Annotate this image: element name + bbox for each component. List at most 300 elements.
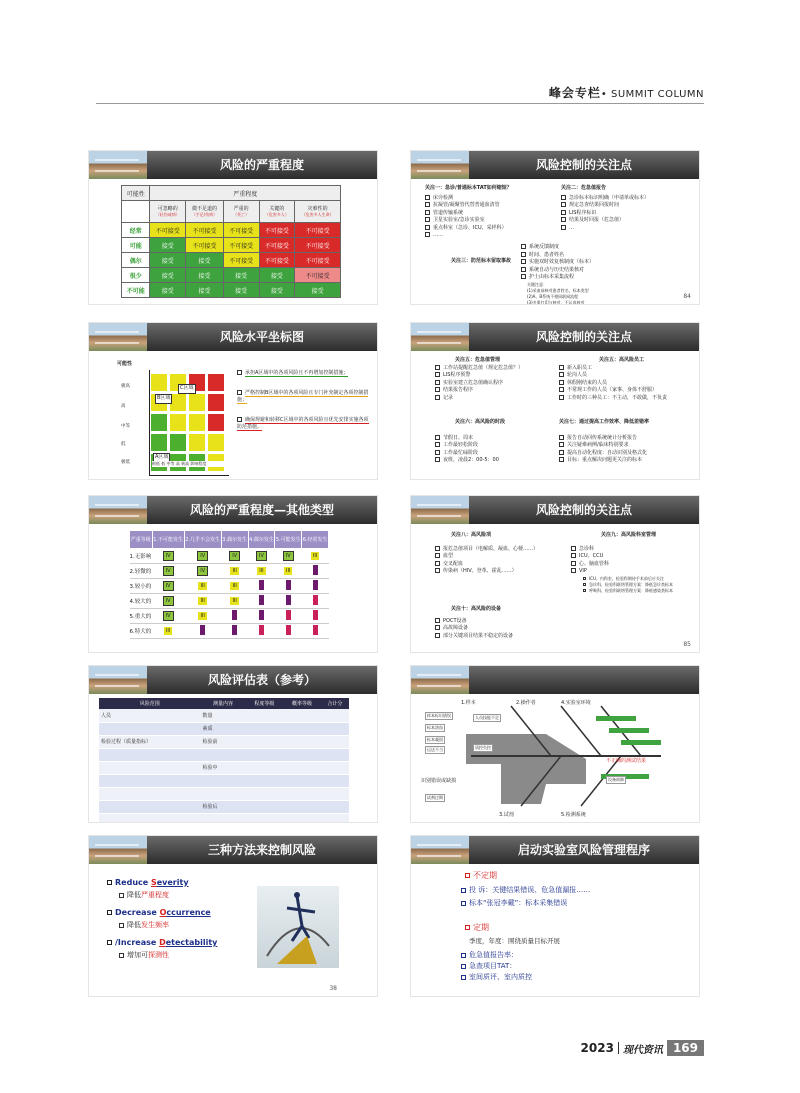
slide-title-bar	[89, 151, 377, 179]
coordinate-note	[237, 417, 372, 432]
level-iv: IV	[283, 551, 294, 561]
slide-title-bar	[411, 836, 699, 864]
fishbone-label: 1.样本	[461, 700, 476, 706]
assessment-cell	[283, 748, 321, 761]
severity-col-header: 微不足道的 （手足/伤病）	[186, 201, 223, 223]
focus-q3: 关注三：防范标本留取事故	[451, 258, 512, 264]
bullet-item	[559, 380, 695, 388]
bullet-item	[435, 450, 555, 458]
bullet-text: 报危急值项目（电解质、凝血、心梗……）	[443, 545, 539, 552]
assessment-cell	[246, 748, 284, 761]
fishbone-label: 3.试剂	[499, 812, 514, 818]
assessment-cell	[246, 787, 284, 800]
row-label: 2.轻微的	[130, 564, 153, 579]
bullet-text: 不常规工作的人员（家事、身体不舒服）	[567, 387, 658, 393]
x-axis-label: 极低 低 中等 高 极高 影响程度	[152, 461, 228, 467]
level-vi-mark	[313, 610, 318, 620]
assessment-row	[99, 722, 349, 735]
slide-title-bar	[411, 151, 699, 179]
level-cell	[184, 564, 221, 579]
level-iv: IV	[256, 551, 267, 561]
bullet-item	[559, 387, 695, 395]
assessment-cell	[321, 813, 349, 823]
bullet-text: 抗凝管/凝聚管代替普通血清管	[433, 202, 500, 208]
checkbox-icon	[571, 553, 576, 558]
slide-title: 风险的严重程度	[219, 158, 304, 172]
matrix-cell: 接受	[259, 283, 295, 298]
assessment-cell	[283, 722, 321, 735]
slide-severity-other	[88, 495, 378, 653]
severity-col-header: 可忽略的 （轻伤或病）	[150, 201, 186, 223]
fishbone-label: 2.操作者	[516, 700, 536, 706]
assessment-row	[99, 774, 349, 787]
column-header: 测量内容	[200, 698, 245, 709]
slide-page-number: 85	[683, 641, 691, 648]
bullet-text: 轮岗人员	[567, 372, 588, 378]
bullet-item	[435, 625, 635, 633]
checkbox-icon	[571, 568, 576, 573]
severity-type-table	[129, 530, 329, 639]
focus-q2: 关注二：危急值报告	[561, 185, 607, 191]
level-cell	[302, 609, 329, 624]
checkbox-icon	[435, 457, 440, 462]
bullet-item	[559, 442, 695, 450]
level-cell	[302, 579, 329, 594]
magazine-name: 现代资讯	[622, 1044, 663, 1056]
bullet-text: 关注疑难病例/临床特别要求	[567, 442, 629, 448]
bullet-item	[435, 387, 555, 395]
matrix-cell: 接受	[223, 283, 259, 298]
fishbone-note: 样本标识错误	[427, 713, 451, 718]
level-iv: IV	[197, 551, 208, 561]
level-iv: IV	[197, 566, 208, 576]
bar-green	[609, 728, 649, 733]
bullet-text: LIS程序预警	[443, 372, 471, 378]
checkbox-icon	[559, 372, 564, 377]
level-cell	[275, 609, 302, 624]
assessment-row	[99, 761, 349, 774]
method-english: /Increase Detectability	[107, 938, 257, 947]
level-cell	[152, 594, 184, 609]
checkbox-icon	[521, 252, 526, 257]
coordinate-note	[237, 390, 372, 405]
matrix-cell: 接受	[150, 283, 186, 298]
bullet-item	[435, 442, 555, 450]
header-rule	[96, 103, 704, 104]
slide-title: 风险控制的关注点	[535, 158, 632, 172]
regular-heading: 定期	[465, 922, 489, 933]
row-label: 5.重大的	[130, 609, 153, 624]
bullet-item	[425, 232, 555, 240]
fishbone-note: 运送不当	[427, 747, 443, 752]
zone-b-label: B区域	[155, 394, 172, 404]
irregular-item: 标本“张冠李戴”：标本采集错误	[461, 897, 590, 910]
method-english: Reduce Severity	[107, 878, 257, 887]
assessment-cell	[246, 722, 284, 735]
slide-risk-assessment	[88, 665, 378, 823]
level-vi-mark	[286, 625, 291, 635]
column-header: 2.几乎不会发生	[184, 531, 221, 549]
slide-title: 风险水平坐标图	[219, 330, 304, 344]
assessment-cell	[99, 787, 200, 800]
irregular-item: 投 诉：关键结果错误、危急值漏报……	[461, 884, 590, 897]
bullet-text: 交叉配血	[443, 560, 464, 567]
method-chinese: 降低严重程度	[119, 890, 257, 900]
severity-row	[130, 549, 329, 564]
slide-title: 风险评估表（参考）	[207, 673, 316, 687]
bullet-item	[425, 225, 555, 233]
note-line: (2)A、B系统不相同联网流程	[527, 293, 579, 299]
bullet-text: 管道传输系统	[433, 209, 464, 216]
checkbox-icon	[559, 395, 564, 400]
level-v-mark	[259, 595, 264, 605]
assessment-row	[99, 813, 349, 823]
checkbox-icon	[521, 244, 526, 249]
bullet-text: 部分关键项目结果不稳定的设备	[443, 632, 514, 639]
bullet-item	[559, 372, 695, 380]
zone-c-label: C区域	[178, 384, 196, 394]
fishbone-note: 标本凝固	[427, 737, 443, 742]
checkbox-icon	[107, 910, 112, 915]
row-label: 1.无影响	[130, 549, 153, 564]
assessment-cell	[321, 787, 349, 800]
bullet-item	[435, 561, 565, 569]
bullet-text: 夜班，凌晨2：00-5：00	[443, 457, 499, 463]
checkbox-icon	[119, 923, 124, 928]
fishbone-note: 质控失控	[475, 745, 491, 750]
method-item	[107, 938, 257, 960]
level-cell	[275, 579, 302, 594]
fishbone-diagram	[411, 694, 700, 823]
bullet-text: 心、脑血管科	[579, 560, 610, 567]
assessment-cell: 人员	[99, 709, 200, 722]
focus-q6: 关注五：高风险员工	[599, 357, 645, 363]
row-label: 3.较小的	[130, 579, 153, 594]
matrix-cell: 接受	[186, 268, 223, 283]
column-header: 4.偶尔发生	[248, 531, 275, 549]
severity-matrix-table	[121, 185, 341, 298]
fishbone-note: 试剂过期	[427, 795, 443, 800]
method-chinese: 增加可探测性	[119, 950, 257, 960]
slide-title: 风险控制的关注点	[535, 330, 632, 344]
building-photo	[411, 666, 469, 694]
assessment-cell: 检验前	[200, 735, 245, 748]
slide-title-bar	[411, 666, 699, 694]
level-iii: III	[200, 598, 205, 604]
level-iii: III	[312, 553, 318, 559]
checkbox-icon	[559, 457, 564, 462]
slide-control-focus-3	[410, 495, 700, 653]
grid-cell	[207, 433, 225, 452]
checkbox-icon	[425, 225, 430, 230]
level-cell	[152, 609, 184, 624]
checkbox-icon	[237, 390, 242, 395]
focus-q7: 关注六：高风险的时段	[455, 419, 506, 425]
bullet-text: 工作站提醒危急值（规定危急值？）	[443, 364, 524, 371]
checkbox-icon	[435, 450, 440, 455]
bullet-item	[561, 217, 691, 225]
bullet-text: 系统反馈制度	[529, 244, 560, 250]
fishbone-label: 5.检测系统	[561, 812, 586, 818]
tightrope-illustration	[257, 886, 339, 968]
bullet-item	[561, 202, 691, 210]
slide-title: 风险的严重程度—其他类型	[189, 503, 334, 517]
matrix-cell: 不可接受	[186, 238, 223, 253]
bullet-text: 卫星实验室/急诊实验室	[433, 217, 485, 223]
assessment-cell	[246, 735, 284, 748]
level-vi-mark	[286, 610, 291, 620]
level-cell	[302, 624, 329, 639]
matrix-row	[122, 268, 341, 283]
row-label: 4.较大的	[130, 594, 153, 609]
level-iv: IV	[163, 566, 174, 576]
severity-col-header: 关键的 （危害多人）	[259, 201, 295, 223]
y-tick-label: 极低	[121, 460, 130, 465]
severity-col-header: 灾难性的 （危害多人生命）	[295, 201, 341, 223]
level-cell	[275, 564, 302, 579]
severity-header: 严重程度	[150, 186, 341, 201]
bullet-text: 实验室建立危急值确认程序	[443, 379, 504, 386]
bullet-item	[435, 435, 555, 443]
bullet-item	[435, 372, 555, 380]
checkbox-icon	[435, 395, 440, 400]
y-axis-label: 可能性	[117, 361, 133, 367]
bullet-text: …	[569, 224, 574, 231]
level-vi-mark	[259, 625, 264, 635]
building-photo	[89, 666, 147, 694]
assessment-cell	[99, 813, 200, 823]
bullet-text: LIS程序标识	[569, 209, 597, 216]
irregular-heading: 不定期	[465, 870, 497, 881]
assessment-row	[99, 800, 349, 813]
level-cell	[184, 609, 221, 624]
assessment-cell	[99, 800, 200, 813]
level-cell	[152, 579, 184, 594]
assessment-cell	[200, 774, 245, 787]
slide-start-risk-program	[410, 835, 700, 997]
level-iii: III	[232, 583, 237, 589]
fishbone-note: 标本溶血	[427, 725, 443, 730]
bullet-item	[425, 195, 555, 203]
bullet-item	[425, 217, 555, 225]
slide-control-focus-1	[410, 150, 700, 305]
matrix-row	[122, 253, 341, 268]
assessment-cell	[99, 722, 200, 735]
bullet-text: 实施双时效复核制度（标本）	[529, 259, 595, 265]
matrix-cell: 不可接受	[186, 223, 223, 238]
checkbox-icon	[119, 893, 124, 898]
bullet-text: 急诊标本标识明确（申请单或标本）	[569, 194, 650, 201]
checkbox-icon	[435, 568, 440, 573]
assessment-cell	[246, 761, 284, 774]
assessment-cell	[283, 813, 321, 823]
bullet-item	[425, 210, 555, 218]
focus-q5: 关注五：危急值管理	[455, 357, 501, 363]
bullet-item	[561, 225, 691, 233]
matrix-cell: 接受	[259, 268, 295, 283]
checkbox-icon	[561, 195, 566, 200]
level-vi-mark	[313, 595, 318, 605]
bullet-item	[571, 561, 697, 569]
level-cell	[302, 594, 329, 609]
level-v-mark	[313, 580, 318, 590]
level-v-mark	[259, 610, 264, 620]
checkbox-icon	[435, 546, 440, 551]
y-tick-label: 极高	[121, 384, 130, 389]
checkbox-icon	[425, 210, 430, 215]
level-vi-mark	[313, 625, 318, 635]
checkbox-icon	[435, 442, 440, 447]
y-tick-label: 中等	[121, 424, 130, 429]
bullet-item	[561, 210, 691, 218]
level-cell	[275, 624, 302, 639]
focus-q8: 关注八：高风险项	[451, 532, 492, 538]
assessment-row	[99, 709, 349, 722]
level-cell	[184, 624, 221, 639]
fishbone-label: 识别错误或缺损	[421, 778, 457, 784]
building-photo	[411, 323, 469, 351]
assessment-cell	[99, 748, 200, 761]
bar-green	[621, 740, 661, 745]
checkbox-icon	[435, 625, 440, 630]
assessment-cell	[246, 774, 284, 787]
matrix-cell: 不可接受	[259, 223, 295, 238]
possibility-label: 偶尔	[122, 253, 150, 268]
checkbox-icon	[571, 561, 576, 566]
checkbox-icon	[559, 450, 564, 455]
checkbox-icon	[571, 546, 576, 551]
page-footer	[581, 1040, 704, 1056]
slide-page-number: 38	[329, 985, 337, 992]
note-line: 急诊科、检验科联络管理方案：降低急诊类标本	[583, 582, 697, 588]
bullet-item	[435, 395, 555, 403]
building-photo	[89, 836, 147, 864]
bullet-item	[521, 259, 691, 267]
level-cell	[248, 549, 275, 564]
bullet-item	[521, 267, 691, 275]
grid-cell	[207, 373, 225, 392]
slide-title: 启动实验室风险管理程序	[517, 843, 650, 857]
checkbox-icon	[521, 274, 526, 279]
level-cell	[302, 564, 329, 579]
bullet-text: 系统自动与历史结果核对	[529, 266, 585, 273]
focus-q8: 关注七：通过提高工作效率、降低差错率	[559, 419, 650, 425]
page-number: 169	[667, 1040, 704, 1056]
checkbox-icon	[425, 217, 430, 222]
bullet-text: 结果及时回报（危急值）	[569, 217, 625, 223]
checkbox-icon	[561, 225, 566, 230]
note-text: 确保规避和转移C区域中的各项风险且优先安排实施各项防范措施。	[237, 416, 369, 430]
slide-title-bar	[411, 323, 699, 351]
level-iii: III	[200, 583, 205, 589]
bullet-text: 目标：重点解决问题更关注的标本	[567, 457, 643, 463]
level-v-mark	[313, 565, 318, 575]
checkbox-icon	[425, 195, 430, 200]
matrix-cell: 不可接受	[223, 253, 259, 268]
matrix-cell: 不可接受	[295, 253, 341, 268]
matrix-cell: 不可接受	[295, 223, 341, 238]
bullet-text: 高故障设备	[443, 625, 469, 631]
bullet-item	[435, 633, 635, 641]
assessment-cell	[283, 800, 321, 813]
fishbone-note: 人员技能不足	[475, 715, 499, 720]
assessment-cell	[99, 761, 200, 774]
method-chinese: 降低发生频率	[119, 920, 257, 930]
zone-a-label: A区域	[153, 453, 170, 463]
bullet-item	[561, 195, 691, 203]
section-header: 峰会专栏• SUMMIT COLUMN	[548, 86, 704, 100]
checkbox-icon	[435, 372, 440, 377]
assessment-cell: 检验过程（质量指标）	[99, 735, 200, 748]
assessment-cell	[99, 774, 200, 787]
matrix-row	[122, 238, 341, 253]
note-line: ICU、内科室、检验科期待手术前后应关注	[583, 576, 697, 582]
bullet-text: 记录	[443, 394, 454, 401]
checkbox-icon	[521, 267, 526, 272]
level-v-mark	[259, 580, 264, 590]
grid-cell	[150, 373, 168, 392]
slide-title: 三种方法来控制风险	[207, 843, 316, 857]
matrix-cell: 接受	[150, 253, 186, 268]
level-iv: IV	[163, 581, 174, 591]
level-iv: IV	[229, 551, 240, 561]
level-cell	[248, 609, 275, 624]
level-cell	[221, 594, 248, 609]
level-cell	[275, 594, 302, 609]
row-label: 6.特大的	[130, 624, 153, 639]
header-row	[99, 698, 349, 709]
matrix-cell: 接受	[150, 238, 186, 253]
level-cell	[152, 624, 184, 639]
regular-item: 急查项目TAT：	[461, 961, 532, 972]
column-header: 1.不可能发生	[152, 531, 184, 549]
corner-cell	[122, 201, 150, 223]
y-tick-label: 低	[121, 442, 126, 447]
grid-cell	[188, 433, 206, 452]
assessment-cell	[283, 735, 321, 748]
assessment-cell	[246, 800, 284, 813]
checkbox-icon	[435, 553, 440, 558]
possibility-label: 可能	[122, 238, 150, 253]
bullet-text: 床旁检测	[433, 194, 454, 201]
severity-row	[130, 624, 329, 639]
building-photo	[411, 836, 469, 864]
checkbox-icon	[559, 365, 564, 370]
checkbox-icon	[107, 940, 112, 945]
fishbone-note: 设备故障	[608, 777, 624, 782]
level-cell	[221, 564, 248, 579]
level-cell	[221, 549, 248, 564]
bullet-item	[435, 380, 555, 388]
level-v-mark	[232, 625, 237, 635]
slide-title-bar	[411, 496, 699, 524]
level-cell	[221, 609, 248, 624]
issue-year: 2023	[580, 1041, 614, 1055]
assessment-cell	[321, 748, 349, 761]
bullet-text: ……	[433, 232, 443, 238]
matrix-cell: 接受	[186, 253, 223, 268]
level-cell	[248, 564, 275, 579]
bullet-text: 节假日、周末	[443, 434, 474, 441]
bullet-text: 报告自动回传系统统计分析报告	[567, 434, 638, 441]
level-iii: III	[165, 628, 171, 634]
slide-title-bar	[89, 323, 377, 351]
bullet-item	[571, 553, 697, 561]
severity-row	[130, 579, 329, 594]
note-text: 严格控制B区域中的各项风险且专门补充制定各项控制措施；	[237, 389, 369, 403]
assessment-cell	[200, 813, 245, 823]
checkbox-icon	[107, 880, 112, 885]
